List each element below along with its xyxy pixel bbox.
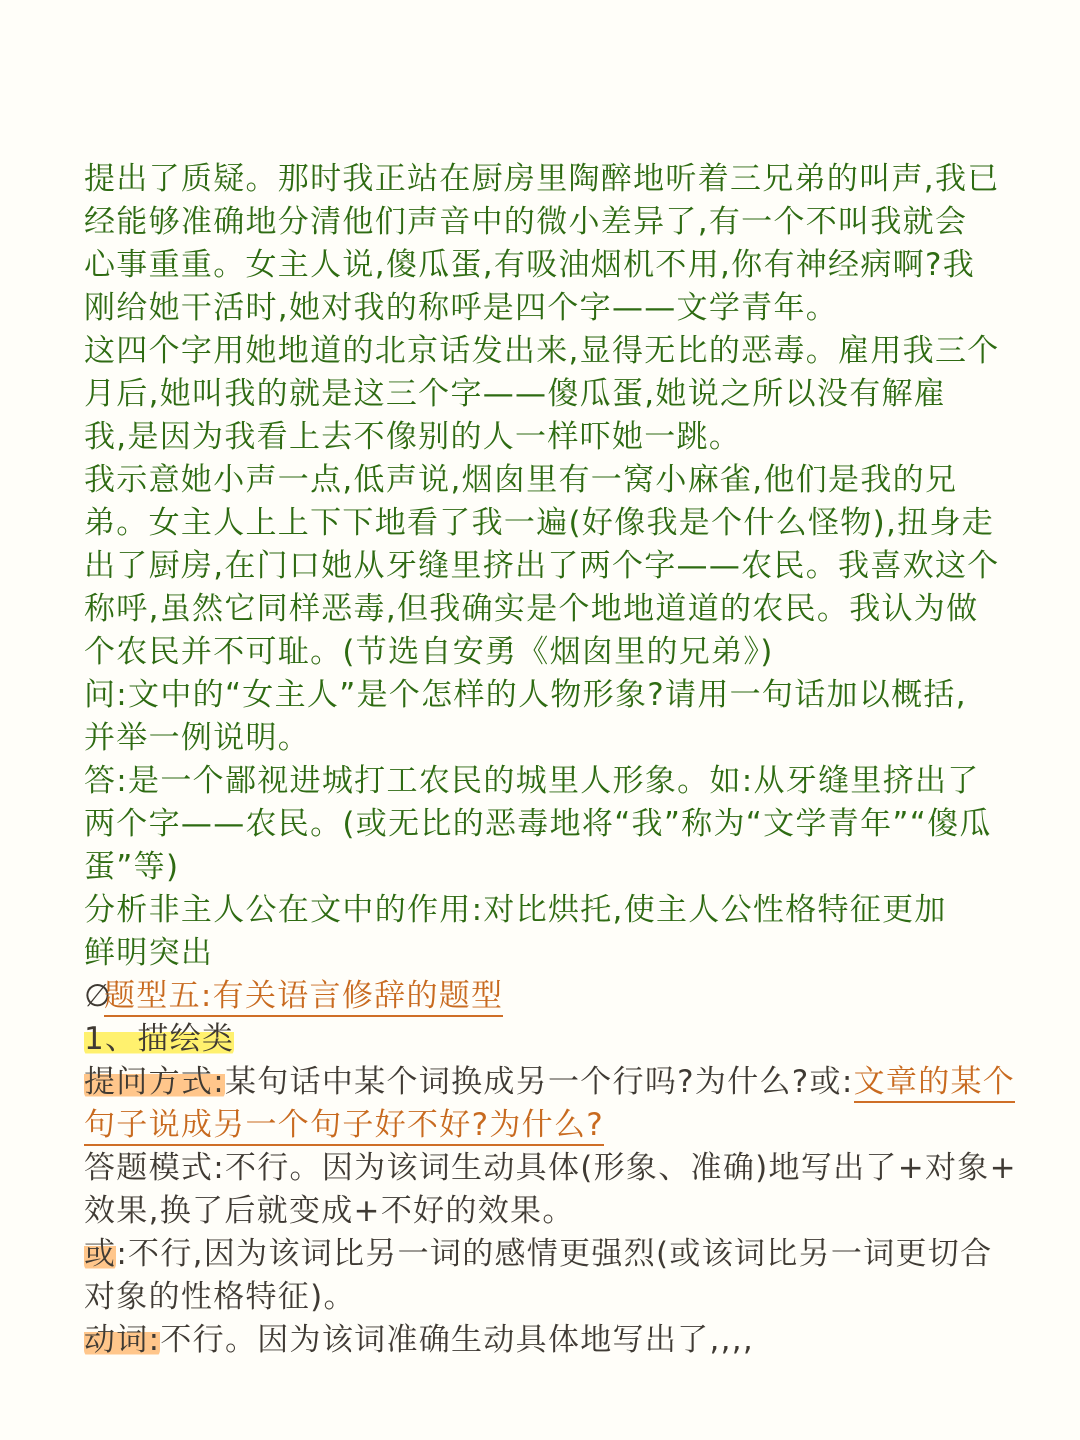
ask-line-1 [84,1061,1034,1104]
ask-label-highlight: 提问方式: [84,1064,225,1100]
passage-line: 心事重重。女主人说,傻瓜蛋,有吸油烟机不用,你有神经病啊?我 [84,247,976,283]
answer-mode-line-2: 效果,换了后就变成+不好的效果。 [84,1193,575,1229]
answer-line: 蛋”等) [84,849,180,885]
answer-mode-line-1: 答题模式:不行。因为该词生动具体(形象、准确)地写出了+对象+ [84,1150,1017,1186]
passage-line: 经能够准确地分清他们声音中的微小差异了,有一个不叫我就会 [84,204,968,240]
passage-line: 提出了质疑。那时我正站在厨房里陶醉地听着三兄弟的叫声,我已 [84,161,1000,197]
or-label-highlight: 或 [84,1236,117,1272]
answer-line: 两个字——农民。(或无比的恶毒地将“我”称为“文学青年”“傻瓜 [84,806,992,842]
passage-line: 这四个字用她地道的北京话发出来,显得无比的恶毒。雇用我三个 [84,333,1000,369]
or-line-2: 对象的性格特征)。 [84,1279,356,1315]
verb-text: 不行。因为该词准确生动具体地写出了,,,, [160,1322,755,1358]
empty-set-icon: ∅ [84,978,113,1014]
or-text-1: :不行,因为该词比另一词的感情更强烈(或该词比另一词更切合 [116,1236,993,1272]
verb-label-highlight: 动词: [84,1322,161,1358]
analysis-line: 鲜明突出 [84,935,214,971]
section-title: 题型五:有关语言修辞的题型 [104,978,503,1017]
section-title-line [84,975,1034,1018]
passage-line: 称呼,虽然它同样恶毒,但我确实是个地地道道的农民。我认为做 [84,591,979,627]
passage-line: 我示意她小声一点,低声说,烟囱里有一窝小麻雀,他们是我的兄 [84,462,958,498]
passage-line: 刚给她干活时,她对我的称呼是四个字——文学青年。 [84,290,839,326]
question-line: 问:文中的“女主人”是个怎样的人物形象?请用一句话加以概括, [84,677,967,713]
ask-underlined-text-2: 句子说成另一个句子好不好?为什么? [84,1107,604,1146]
passage-line: 弟。女主人上上下下地看了我一遍(好像我是个什么怪物),扭身走 [84,505,995,541]
ask-line-2 [84,1104,1034,1147]
or-line-1 [84,1233,1034,1276]
answer-line: 答:是一个鄙视进城打工农民的城里人形象。如:从牙缝里挤出了 [84,763,980,799]
verb-line [84,1319,1034,1362]
passage-line: 我,是因为我看上去不像别的人一样吓她一跳。 [84,419,742,455]
subtitle-highlight: 1、描绘类 [84,1021,235,1057]
passage-line: 月后,她叫我的就是这三个字——傻瓜蛋,她说之所以没有解雇 [84,376,947,412]
passage-line: 出了厨房,在门口她从牙缝里挤出了两个字——农民。我喜欢这个 [84,548,1000,584]
question-line: 并举一例说明。 [84,720,311,756]
analysis-line: 分析非主人公在文中的作用:对比烘托,使主人公性格特征更加 [84,892,947,928]
subtitle-line [84,1018,1034,1061]
ask-underlined-text: 文章的某个 [854,1064,1016,1103]
passage-line: 个农民并不可耻。(节选自安勇《烟囱里的兄弟》) [84,634,774,670]
note-text-block [84,158,1034,1362]
ask-text: 某句话中某个词换成另一个行吗?为什么?或: [224,1064,854,1100]
